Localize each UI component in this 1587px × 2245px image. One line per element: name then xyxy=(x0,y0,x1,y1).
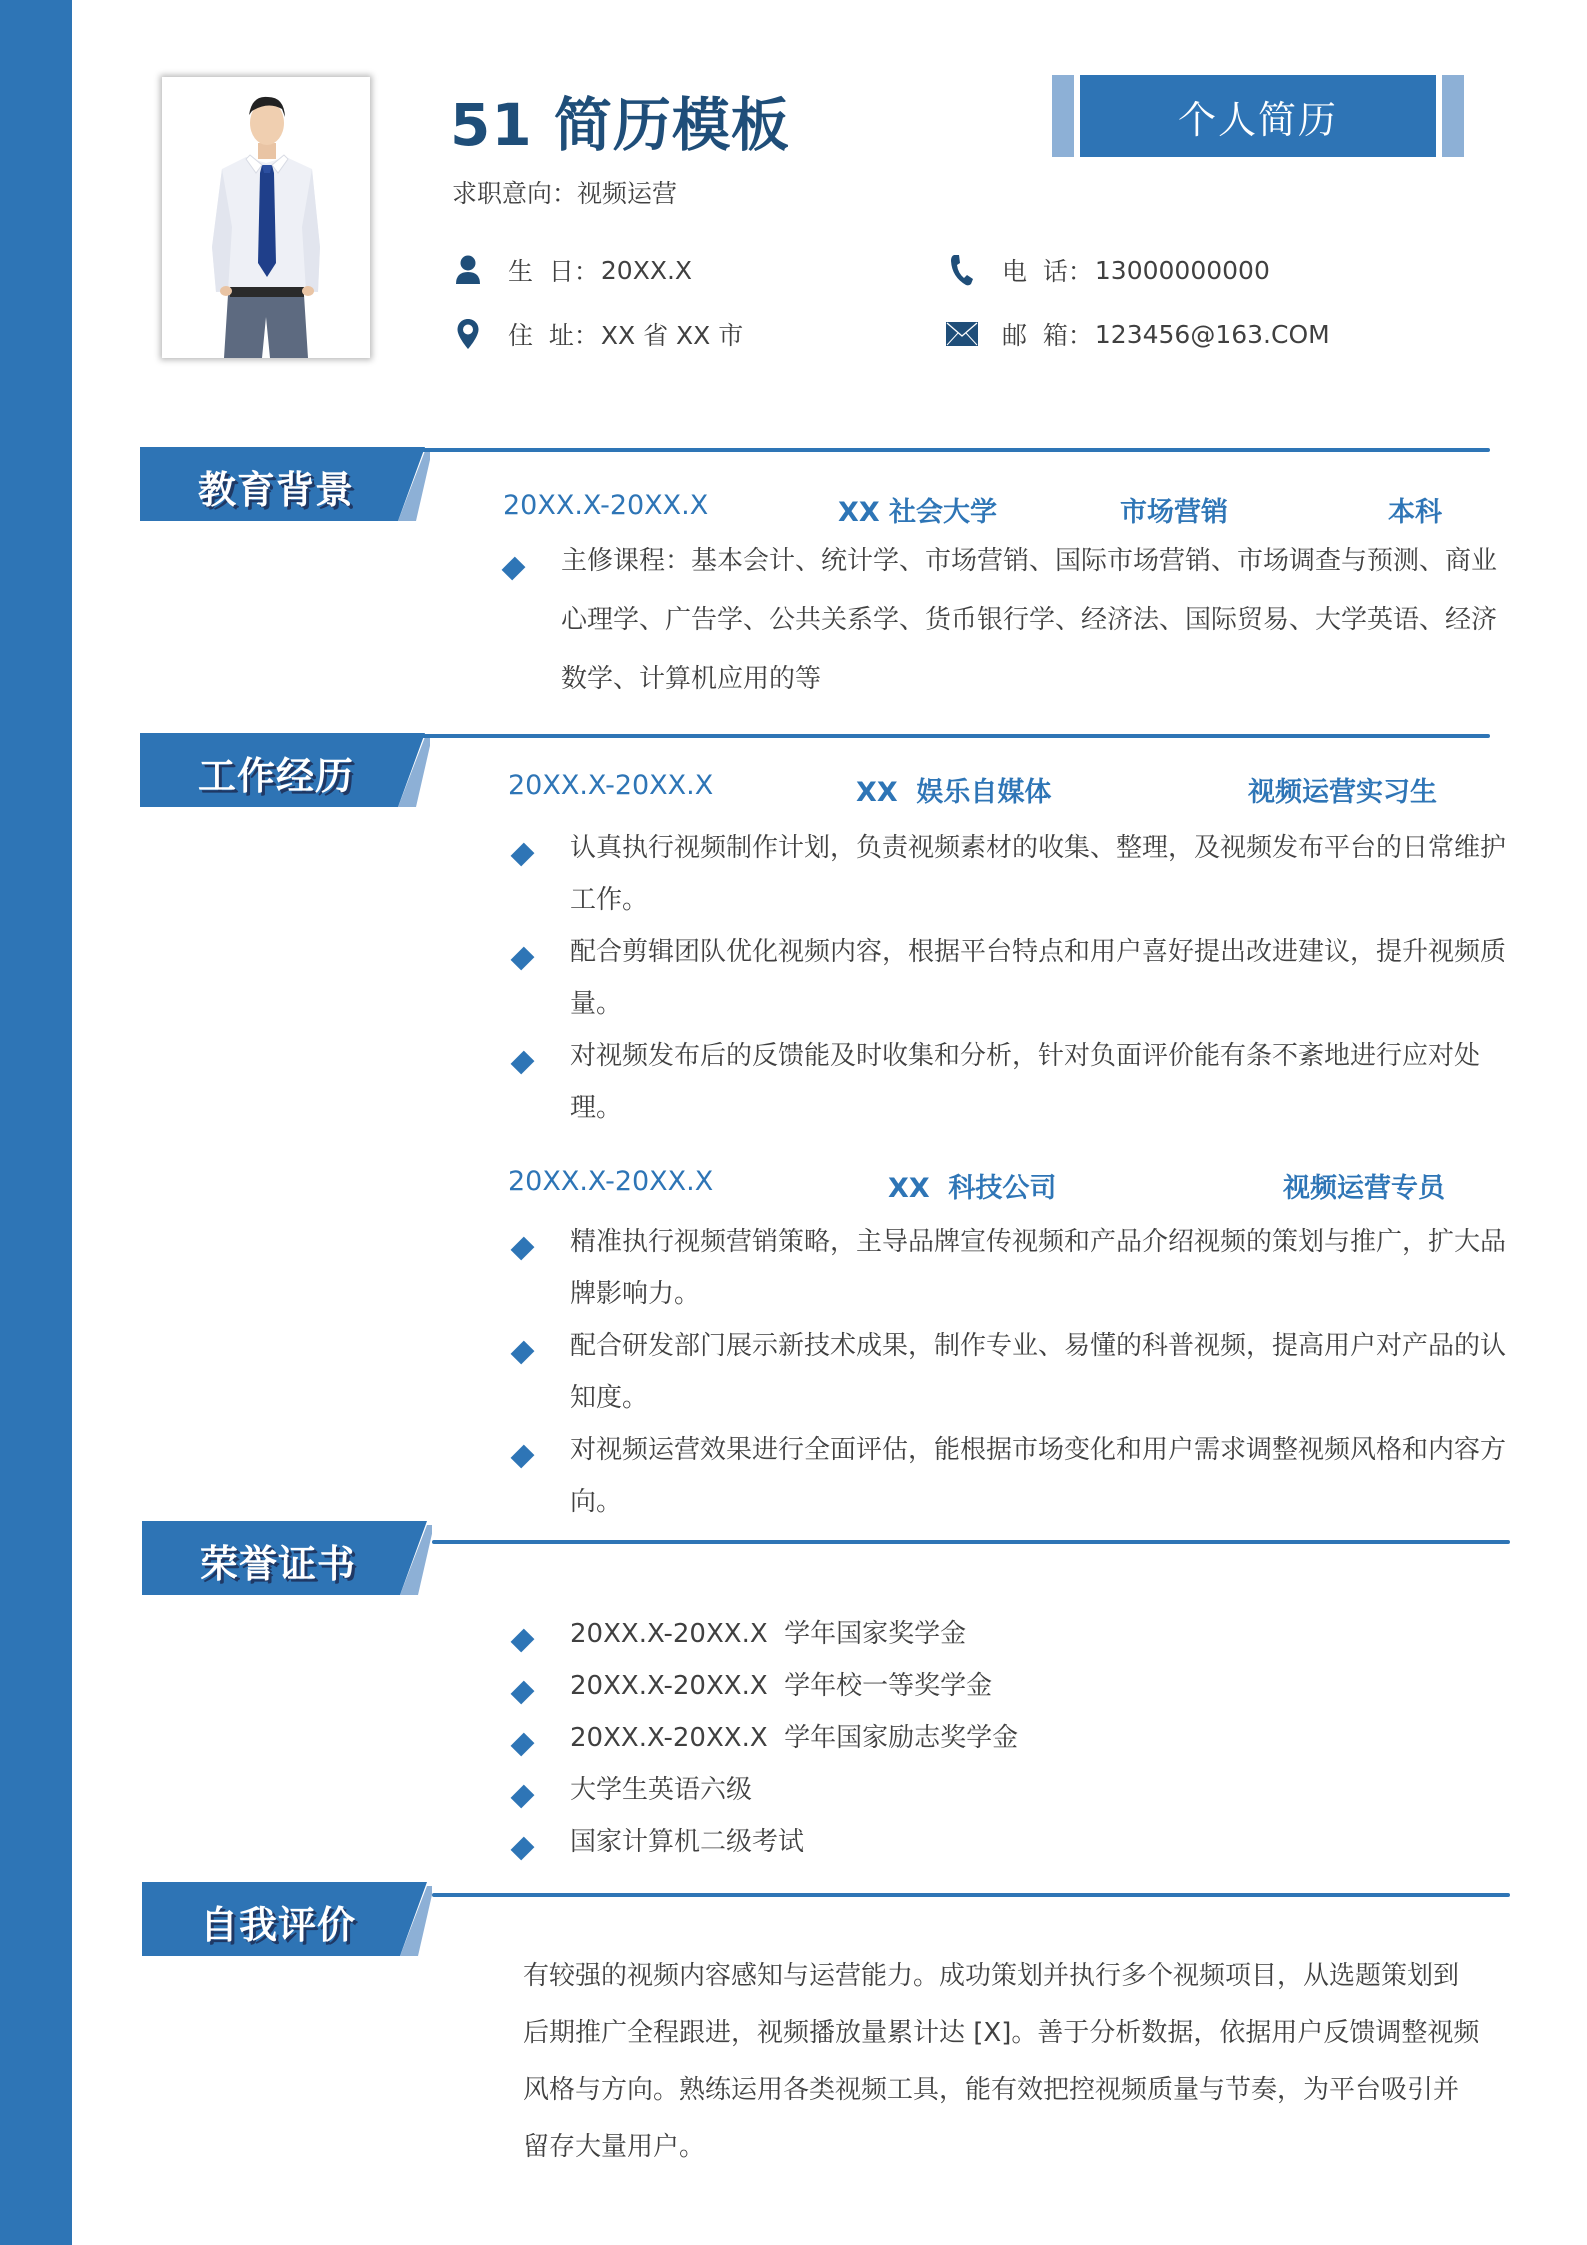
diamond-bullet-icon xyxy=(512,1345,534,1360)
diamond-bullet-icon xyxy=(512,1241,534,1256)
person-icon xyxy=(452,254,484,286)
phone-value: 13000000000 xyxy=(1094,255,1270,285)
job-company: XX 科技公司 xyxy=(888,1173,1057,1204)
diamond-bullet-icon xyxy=(512,1841,534,1856)
edu-courses: 主修课程：基本会计、统计学、市场营销、国际市场营销、市场调查与预测、商业心理学、广告学、公共关系学、货币银行学、经济法、国际贸易、大学英语、经济数学、计算机应用的等 xyxy=(561,546,1498,694)
diamond-bullet-icon xyxy=(512,951,534,966)
job-company: XX 娱乐自媒体 xyxy=(856,777,1052,808)
email-label: 邮 箱： xyxy=(1002,321,1093,350)
email-value: 123456@163.COM xyxy=(1094,319,1330,349)
phone-icon xyxy=(946,254,978,286)
section-title: 自我评价 xyxy=(200,1903,357,1947)
bullet-text: 对视频运营效果进行全面评估，能根据市场变化和用户需求调整视频风格和内容方向。 xyxy=(570,1435,1507,1517)
self-eval-text: 有较强的视频内容感知与运营能力。成功策划并执行多个视频项目，从选题策划到后期推广全程跟进，视频播放量累计达 [X]。善于分析数据，依据用户反馈调整视频风格与方向。熟练运用各类视频工具，能有效把控视频质量与节奏，为平台吸引并留存大量用户。 xyxy=(523,1961,1480,2162)
list-item xyxy=(512,1434,1510,1528)
bullet-text: 配合研发部门展示新技术成果，制作专业、易懂的科普视频，提高用户对产品的认知度。 xyxy=(570,1331,1507,1413)
info-birthday xyxy=(452,252,692,288)
diamond-bullet-icon xyxy=(512,1449,534,1464)
list-item xyxy=(512,1774,752,1816)
section-title: 工作经历 xyxy=(198,754,355,798)
job-intent xyxy=(452,174,677,210)
list-item xyxy=(512,1330,1510,1424)
honor-text: 大学生英语六级 xyxy=(570,1775,753,1805)
list-item xyxy=(512,936,1510,1030)
section-divider xyxy=(420,448,1490,452)
list-item xyxy=(512,1722,1018,1764)
section-header-work xyxy=(140,733,430,807)
job-period: 20XX.X-20XX.X xyxy=(508,770,714,801)
birthday-label: 生 日： xyxy=(508,257,599,286)
person-photo-illustration xyxy=(162,77,370,358)
section-divider xyxy=(420,734,1490,738)
edu-school: XX 社会大学 xyxy=(838,497,998,528)
left-accent-bar xyxy=(0,0,72,2245)
list-item xyxy=(512,1226,1510,1320)
honor-text: 20XX.X-20XX.X 学年国家奖学金 xyxy=(570,1619,967,1649)
honor-text: 20XX.X-20XX.X 学年国家励志奖学金 xyxy=(570,1723,1019,1753)
edu-period: 20XX.X-20XX.X xyxy=(503,490,709,521)
section-header-honors xyxy=(142,1521,432,1595)
address-value: XX 省 XX 市 xyxy=(600,321,744,350)
job-period: 20XX.X-20XX.X xyxy=(508,1166,714,1197)
list-item xyxy=(512,832,1510,926)
edu-degree: 本科 xyxy=(1388,497,1442,528)
list-item xyxy=(512,1618,966,1660)
phone-label: 电 话： xyxy=(1002,257,1093,286)
job-intent-value: 视频运营 xyxy=(577,179,678,208)
section-title: 教育背景 xyxy=(198,468,355,512)
section-header-education xyxy=(140,447,430,521)
info-phone xyxy=(946,252,1270,288)
banner-left-strip xyxy=(1052,75,1074,157)
resume-banner: 个人简历 xyxy=(1080,75,1436,157)
job-role: 视频运营实习生 xyxy=(1248,777,1437,808)
bullet-text: 认真执行视频制作计划，负责视频素材的收集、整理，及视频发布平台的日常维护工作。 xyxy=(570,833,1507,915)
job-intent-label: 求职意向： xyxy=(452,179,578,208)
honor-text: 国家计算机二级考试 xyxy=(570,1827,805,1857)
list-item xyxy=(503,546,1511,709)
resume-title: 51 简历模板 xyxy=(450,91,790,159)
info-email xyxy=(946,316,1330,352)
list-item xyxy=(512,1670,992,1712)
section-divider xyxy=(432,1893,1510,1897)
list-item xyxy=(512,1826,804,1868)
diamond-bullet-icon xyxy=(512,1685,534,1700)
bullet-text: 精准执行视频营销策略，主导品牌宣传视频和产品介绍视频的策划与推广，扩大品牌影响力。 xyxy=(570,1227,1507,1309)
bullet-text: 对视频发布后的反馈能及时收集和分析，针对负面评价能有条不紊地进行应对处理。 xyxy=(570,1041,1481,1123)
info-address xyxy=(452,316,743,352)
section-title: 荣誉证书 xyxy=(200,1542,357,1586)
diamond-bullet-icon xyxy=(512,1633,534,1648)
diamond-bullet-icon xyxy=(512,1737,534,1752)
profile-photo xyxy=(162,77,370,358)
list-item xyxy=(512,1040,1510,1134)
honor-text: 20XX.X-20XX.X 学年校一等奖学金 xyxy=(570,1671,993,1701)
location-pin-icon xyxy=(452,318,484,350)
job-role: 视频运营专员 xyxy=(1283,1173,1445,1204)
birthday-value: 20XX.X xyxy=(600,255,693,285)
section-header-self-eval xyxy=(142,1882,432,1956)
banner-right-strip xyxy=(1442,75,1464,157)
address-label: 住 址： xyxy=(508,321,599,350)
envelope-icon xyxy=(946,318,978,350)
diamond-bullet-icon xyxy=(503,561,525,576)
diamond-bullet-icon xyxy=(512,847,534,862)
diamond-bullet-icon xyxy=(512,1789,534,1804)
bullet-text: 配合剪辑团队优化视频内容，根据平台特点和用户喜好提出改进建议，提升视频质量。 xyxy=(570,937,1507,1019)
section-divider xyxy=(432,1540,1510,1544)
diamond-bullet-icon xyxy=(512,1055,534,1070)
edu-major: 市场营销 xyxy=(1120,497,1228,528)
